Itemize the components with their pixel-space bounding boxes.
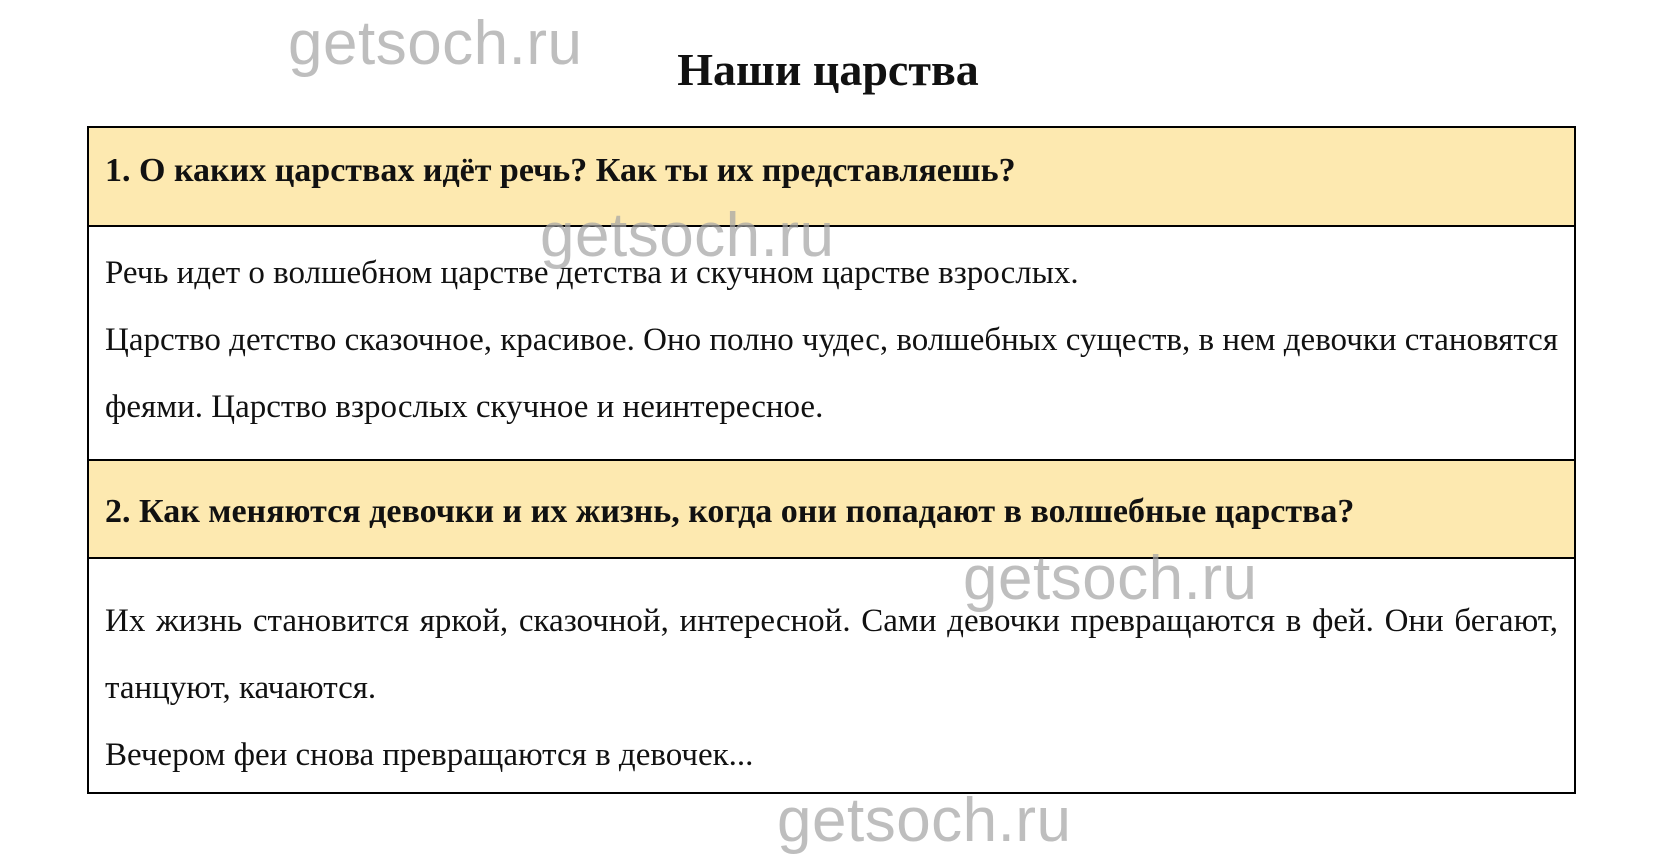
- answer-2-paragraph: Вечером феи снова превращаются в девочек...: [105, 737, 754, 773]
- page-title-text: Наши царства: [677, 44, 979, 95]
- answer-1-paragraph: Речь идет о волшебном царстве детства и скучном царстве взрослых.: [105, 255, 1079, 291]
- watermark: getsoch.ru: [540, 201, 835, 270]
- answer-2: [89, 559, 1574, 792]
- answer-1-paragraph: Царство детство сказочное, красивое. Оно полно чудес, волшебных существ, в нем девочки становятся феями. Царство взрослых скучное и неинтересное.: [105, 322, 1558, 425]
- question-2: 2. Как меняются девочки и их жизнь, когда они попадают в волшебные царства?: [89, 461, 1574, 559]
- question-1: 1. О каких царствах идёт речь? Как ты их представляешь?: [89, 128, 1574, 227]
- watermark: getsoch.ru: [288, 9, 583, 78]
- qa-table: [87, 126, 1576, 794]
- answer-2-paragraph: Их жизнь становится яркой, сказочной, интересной. Сами девочки превращаются в фей. Они бегают, танцуют, качаются.: [105, 603, 1558, 706]
- answer-1: [89, 227, 1574, 461]
- watermark: getsoch.ru: [777, 786, 1072, 855]
- watermark: getsoch.ru: [963, 544, 1258, 613]
- page-title: [0, 42, 1656, 98]
